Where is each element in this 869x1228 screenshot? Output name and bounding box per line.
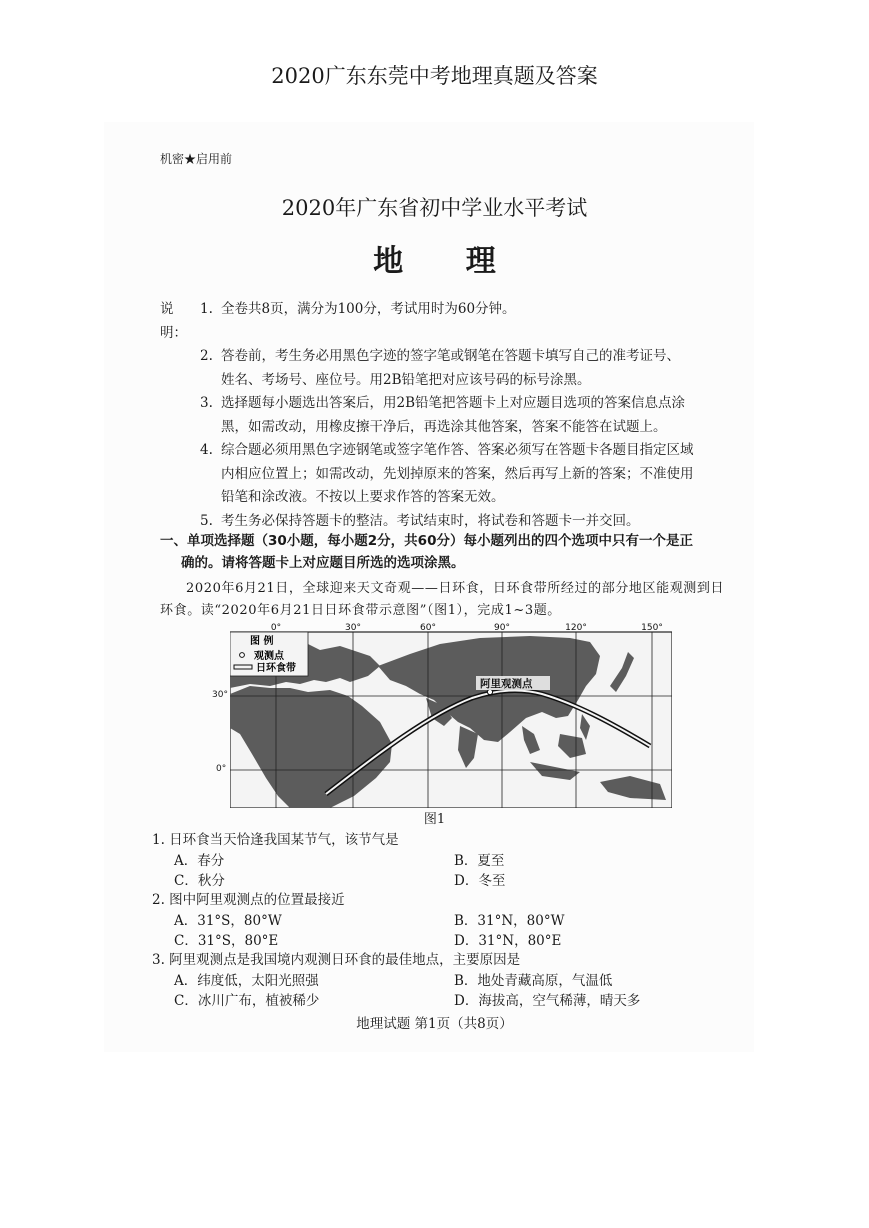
instruction-number: 4. [200, 442, 213, 458]
ali-label: 阿里观测点 [480, 678, 533, 690]
option-c: C．秋分 [174, 873, 225, 889]
instructions-label: 说明： [160, 301, 187, 341]
instruction-item [160, 392, 730, 439]
instruction-text: 内相应位置上；如需改动，先划掉原来的答案，然后再写上新的答案；不准使用 [221, 465, 694, 482]
instruction-item [160, 345, 730, 392]
map-legend [230, 632, 308, 676]
instruction-number: 5. [200, 512, 213, 529]
ali-observation-point [487, 689, 492, 694]
legend-point-icon [240, 653, 245, 658]
option-a: A．纬度低，太阳光照强 [174, 973, 319, 989]
question-stem: 2. 图中阿里观测点的位置最接近 [152, 892, 345, 908]
instruction-number: 2. [200, 348, 213, 364]
section-heading [160, 530, 730, 574]
legend-band-icon [234, 665, 252, 669]
option-d: D．冬至 [454, 873, 506, 889]
question-intro: 2020年6月21日，全球迎来天文奇观——日环食，日环食带所经过的部分地区能观测到日环食。读“2020年6月21日日环食带示意图”（图1），完成1~3题。 [160, 581, 725, 618]
instruction-text: 黑，如需改动，用橡皮擦干净后，再选涂其他答案，答案不能答在试题上。 [221, 418, 667, 435]
option-a: A．31°S，80°W [174, 913, 282, 929]
exam-title: 2020年广东省初中学业水平考试 [281, 196, 588, 220]
eclipse-map [230, 622, 672, 808]
option-a: A．春分 [174, 853, 225, 869]
legend-point-label: 观测点 [254, 651, 284, 662]
lat-label: 0° [216, 764, 227, 774]
figure-caption: 图1 [423, 812, 446, 827]
instruction-text: 考生务必保持答题卡的整洁。考试结束时，将试卷和答题卡一并交回。 [221, 512, 640, 529]
page-title: 2020广东东莞中考地理真题及答案 [271, 64, 598, 88]
option-c: C．冰川广布，植被稀少 [174, 993, 320, 1009]
instruction-number: 3. [200, 395, 213, 411]
lon-label: 0° [270, 623, 282, 633]
secret-mark: 机密★启用前 [160, 152, 233, 166]
lon-label: 120° [565, 623, 587, 633]
instruction-text: 选择题每小题选出答案后，用2B铅笔把答题卡上对应题目选项的答案信息点涂 [221, 395, 686, 411]
question-stem: 1. 日环食当天恰逢我国某节气，该节气是 [152, 832, 399, 848]
lon-label: 30° [345, 623, 361, 633]
option-b: B．夏至 [454, 853, 505, 869]
eclipse-map-figure [230, 622, 672, 808]
instruction-text: 答卷前，考生务必用黑色字迹的签字笔或钢笔在答题卡填写自己的准考证号、 [221, 348, 680, 364]
lat-label: 30° [212, 690, 228, 700]
lon-label: 90° [494, 623, 510, 633]
option-b: B．地处青藏高原，气温低 [454, 973, 613, 989]
exam-instructions [160, 298, 730, 533]
option-b: B．31°N，80°W [454, 913, 565, 929]
page-footer: 地理试题 第1页（共8页） [356, 1016, 513, 1032]
instruction-text: 铅笔和涂改液。不按以上要求作答的答案无效。 [221, 489, 505, 505]
option-c: C．31°S，80°E [174, 933, 279, 949]
subject-title: 地 理 [373, 244, 522, 279]
instruction-text: 全卷共8页，满分为100分，考试用时为60分钟。 [221, 301, 516, 317]
legend-band-label: 日环食带 [256, 663, 296, 674]
option-d: D．海拔高，空气稀薄，晴天多 [454, 993, 641, 1009]
option-d: D．31°N，80°E [454, 933, 562, 949]
instruction-text: 姓名、考场号、座位号。用2B铅笔把对应该号码的标号涂黑。 [221, 371, 591, 388]
section-heading-line: 一、单项选择题（30小题，每小题2分，共60分）每小题列出的四个选项中只有一个是正 [160, 533, 693, 549]
question-stem: 3. 阿里观测点是我国境内观测日环食的最佳地点，主要原因是 [152, 952, 521, 968]
section-heading-line: 确的。请将答题卡上对应题目所选的选项涂黑。 [181, 555, 465, 571]
instruction-number: 1. [200, 301, 213, 317]
instruction-item [160, 439, 730, 510]
instruction-text: 综合题必须用黑色字迹钢笔或签字笔作答、答案必须写在答题卡各题目指定区域 [221, 442, 694, 458]
legend-title: 图 例 [250, 636, 274, 647]
instruction-item [160, 298, 730, 345]
lon-label: 150° [641, 623, 663, 633]
lon-label: 60° [420, 623, 436, 633]
